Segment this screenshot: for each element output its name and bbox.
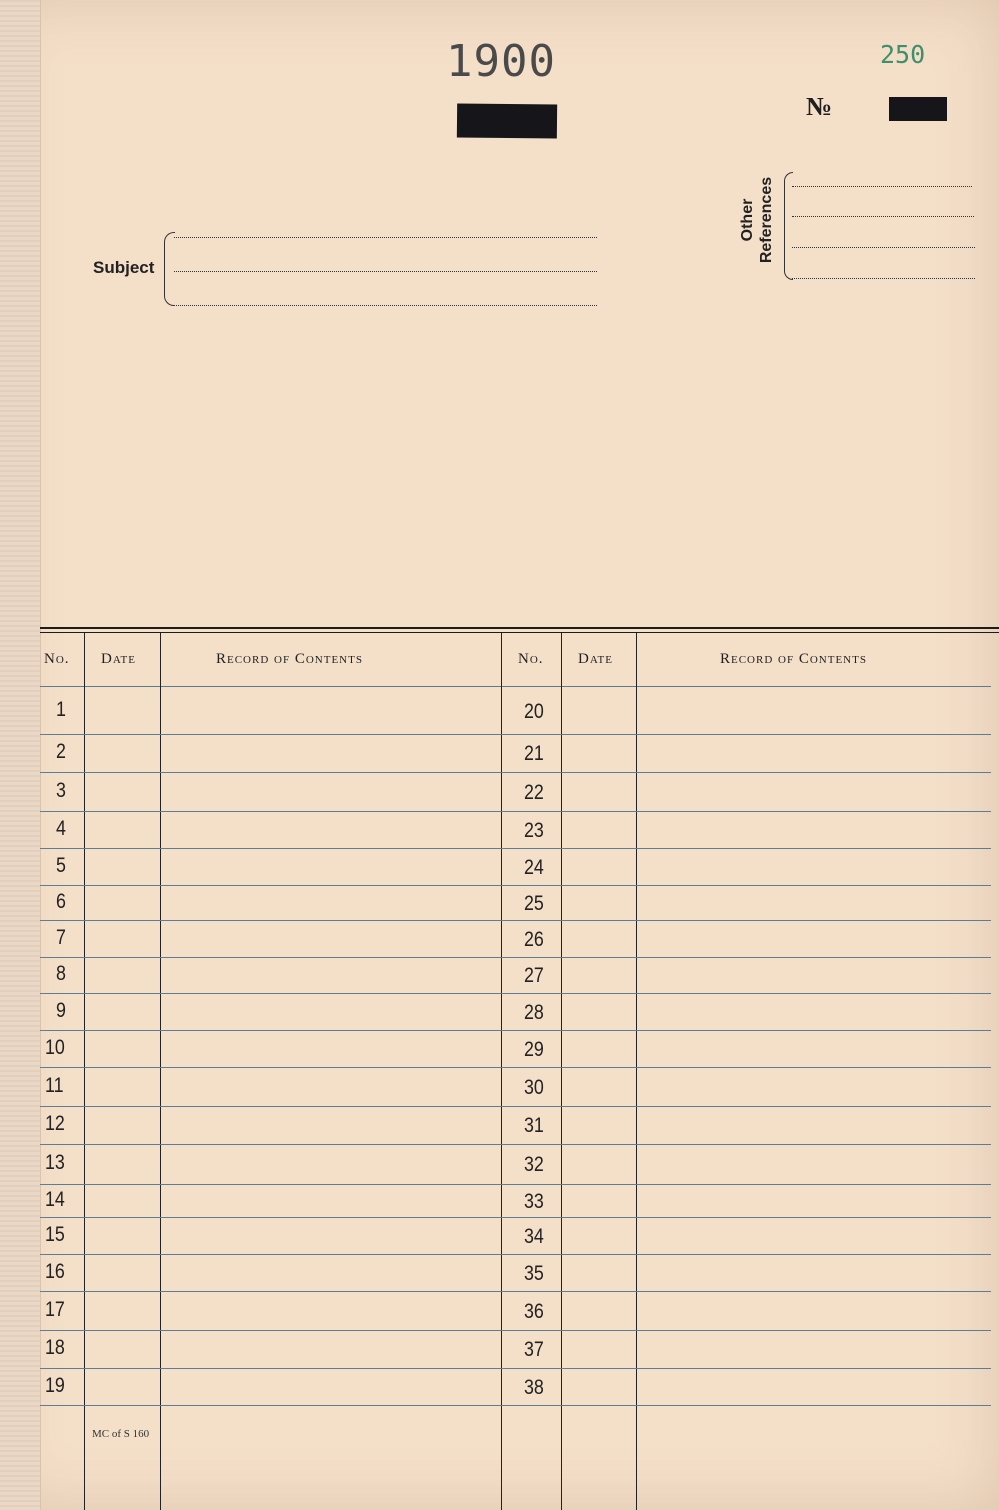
- other-reference-line-3[interactable]: [792, 247, 975, 248]
- row-number-right: 33: [524, 1189, 544, 1213]
- year-stamp: 1900: [446, 36, 556, 87]
- other-references-label-line-2: References: [758, 176, 775, 264]
- row-number-left: 7: [56, 925, 66, 949]
- row-number-right: 37: [524, 1338, 544, 1361]
- table-row-line: [40, 920, 991, 921]
- table-row-line: [40, 1106, 991, 1107]
- table-row-line: [40, 1330, 991, 1331]
- table-row-line: [40, 1217, 991, 1218]
- number-label: №: [806, 92, 833, 121]
- binding-spine: [0, 0, 41, 1510]
- table-row-line: [40, 811, 991, 812]
- other-references-label-line-1: Other: [739, 198, 756, 242]
- other-reference-line-2[interactable]: [792, 216, 974, 217]
- column-divider-4: [561, 633, 562, 1510]
- row-number-right: 32: [524, 1153, 544, 1176]
- table-row-line: [40, 1067, 991, 1068]
- row-number-left: 18: [45, 1336, 65, 1359]
- row-number-left: 13: [45, 1151, 65, 1174]
- table-row-line: [40, 1405, 991, 1406]
- row-number-left: 12: [45, 1112, 65, 1135]
- table-top-rule: [40, 627, 999, 629]
- row-number-left: 9: [56, 998, 66, 1022]
- column-divider-2: [160, 633, 161, 1510]
- row-number-right: 20: [524, 699, 544, 723]
- row-number-right: 21: [524, 742, 544, 765]
- table-row-line: [40, 848, 991, 849]
- row-number-left: 2: [56, 740, 66, 763]
- row-number-right: 29: [524, 1037, 544, 1061]
- header-no-left: No.: [44, 651, 70, 667]
- row-number-left: 1: [56, 697, 66, 721]
- file-number-stamp: 250: [880, 40, 926, 69]
- record-of-contents-table: [40, 627, 999, 1510]
- row-number-right: 25: [524, 891, 544, 915]
- column-divider-3: [501, 633, 502, 1510]
- row-number-left: 5: [56, 853, 66, 877]
- other-references-brace: [784, 172, 793, 280]
- row-number-right: 35: [524, 1261, 544, 1285]
- other-reference-line-4[interactable]: [792, 278, 975, 279]
- form-code: MC of S 160: [92, 1428, 150, 1440]
- subject-line-1[interactable]: [174, 237, 597, 238]
- subject-label: Subject: [93, 258, 155, 277]
- table-row-line: [40, 1291, 991, 1292]
- row-number-right: 23: [524, 818, 544, 842]
- table-row-line: [40, 734, 991, 735]
- redaction-bar-number: [889, 97, 947, 121]
- table-row-line: [40, 1368, 991, 1369]
- table-row-line: [40, 1254, 991, 1255]
- row-number-right: 30: [524, 1075, 544, 1099]
- subject-line-3[interactable]: [174, 305, 597, 306]
- row-number-left: 10: [45, 1035, 65, 1059]
- header-record-left: Record of Contents: [216, 651, 363, 667]
- table-row-line: [40, 957, 991, 958]
- table-row-line: [40, 1144, 991, 1145]
- header-date-right: Date: [578, 651, 613, 667]
- header-record-right: Record of Contents: [720, 651, 867, 667]
- row-number-left: 4: [56, 816, 66, 840]
- row-number-left: 14: [45, 1187, 65, 1211]
- subject-brace: [164, 232, 175, 306]
- redaction-bar-year: [457, 103, 557, 138]
- table-row-line: [40, 772, 991, 773]
- row-number-left: 15: [45, 1222, 65, 1246]
- row-number-left: 3: [56, 778, 66, 802]
- row-number-left: 11: [45, 1073, 64, 1097]
- row-number-right: 26: [524, 927, 544, 951]
- row-number-right: 22: [524, 780, 544, 804]
- column-divider-1: [84, 633, 85, 1510]
- header-date-left: Date: [101, 651, 136, 667]
- row-number-left: 16: [45, 1259, 65, 1283]
- row-number-right: 34: [524, 1224, 544, 1248]
- header-no-right: No.: [518, 651, 544, 667]
- table-row-line: [40, 1184, 991, 1185]
- row-number-right: 27: [524, 964, 544, 987]
- row-number-left: 19: [45, 1373, 65, 1397]
- table-row-line: [40, 1030, 991, 1031]
- header-rule: [40, 686, 991, 687]
- row-number-right: 28: [524, 1000, 544, 1024]
- row-number-right: 38: [524, 1375, 544, 1399]
- other-references-label: [738, 160, 788, 280]
- other-reference-line-1[interactable]: [792, 186, 972, 187]
- row-number-left: 8: [56, 962, 66, 985]
- row-number-left: 6: [56, 889, 66, 913]
- row-number-right: 24: [524, 855, 544, 879]
- column-divider-5: [636, 633, 637, 1510]
- table-top-rule-2: [40, 632, 999, 633]
- table-row-line: [40, 993, 991, 994]
- row-number-right: 36: [524, 1299, 544, 1323]
- table-row-line: [40, 885, 991, 886]
- row-number-left: 17: [45, 1297, 65, 1321]
- subject-line-2[interactable]: [174, 271, 597, 272]
- row-number-right: 31: [524, 1114, 544, 1137]
